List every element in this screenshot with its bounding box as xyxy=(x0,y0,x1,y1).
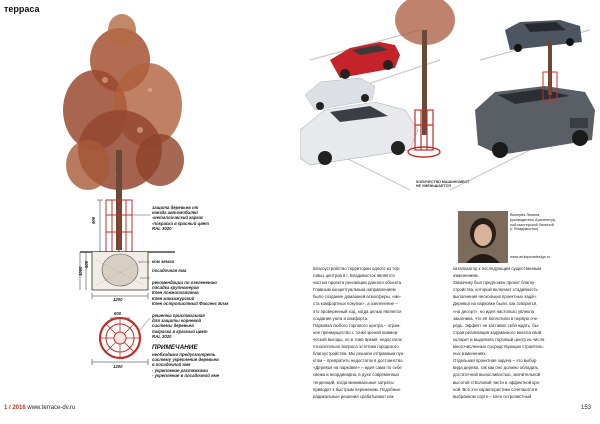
text-line: Деревья на парковке были, как говорится, xyxy=(453,301,538,307)
text-line: благоустройства. Мы решили отправным пун- xyxy=(313,351,405,357)
note-line: систему укрепления деревьев xyxy=(152,357,219,363)
text-line: относительно вопроса эстетики городского xyxy=(313,344,399,350)
author-line: Валерия Ляпина, xyxy=(510,213,541,217)
dim-900: 900 xyxy=(91,216,96,224)
annotation-line: -металлический каркас xyxy=(152,215,204,221)
author-line: ной мастерской Ляпиной xyxy=(510,222,554,227)
author-site[interactable]: www.arhlapinadesign.ru xyxy=(510,255,551,259)
note-line: - укрепление в посадочной яме xyxy=(152,372,220,378)
text-line: радикальные решения срабатывают как xyxy=(313,393,394,399)
author-line: руководитель Архитектур- xyxy=(510,217,557,222)
grating-line: RAL 3020 xyxy=(152,333,172,339)
section-tag: терраса xyxy=(4,4,40,14)
planting-pit xyxy=(92,252,148,290)
text-line: ста комфортных покупок», а озеленение – xyxy=(313,301,398,307)
text-line: ных изменениях. xyxy=(453,351,487,357)
tree-planting-drawing xyxy=(0,0,300,400)
magazine-site[interactable]: www.terrace-dv.ru xyxy=(27,405,76,411)
tree-grating-plan xyxy=(100,318,140,358)
text-line: Главным концептуальным направлением xyxy=(313,287,396,293)
text-line: говых центров в г. Владивосток является xyxy=(313,273,395,279)
recommendation-line: рекомендации по озеленению xyxy=(152,280,217,285)
author-portrait xyxy=(458,211,508,263)
note-line: необходимо предусмотреть xyxy=(152,352,216,357)
dim-600: 600 xyxy=(84,260,89,268)
grating-line: системы деревьев xyxy=(152,323,194,329)
protection-annotation xyxy=(152,205,272,231)
text-line: страя реализация задуманного внесла свой xyxy=(453,329,542,335)
text-line: было создание домашней атмосферы, «ме- xyxy=(313,294,402,300)
text-line: это проверенный ход, когда целью является xyxy=(313,308,402,314)
caption-line: НЕ УМЕНЬШАЕТСЯ xyxy=(416,184,451,189)
text-line: свежа и неординарна, в духе современных xyxy=(313,372,400,378)
text-line: «на десерт», но идея настолько увлекла xyxy=(453,308,535,314)
text-line: вида дерева, так как оно должно обладать xyxy=(453,365,539,371)
root-ball xyxy=(102,254,138,286)
text-line: стройства, который включает стадийность xyxy=(453,287,538,293)
label-soil: ком земли xyxy=(152,259,175,264)
text-line: выполнения нескольких проектных задач. xyxy=(453,294,537,300)
recommendations xyxy=(152,280,282,306)
recommendation-line: посадка крупномеров xyxy=(152,285,199,291)
text-line: Благоустройство территории одного из тор- xyxy=(313,266,401,271)
annotation-line: защита деревьев от xyxy=(152,205,199,210)
note-title: ПРИМЕЧАНИЕ xyxy=(152,344,198,351)
text-line: колорит и выделила торговый центр из числа xyxy=(453,336,545,342)
text-line: изменениям. xyxy=(453,273,479,279)
dim-600-plan: 600 xyxy=(114,311,122,316)
annotation-line: -покраска в красный цвет xyxy=(152,220,210,226)
grating-line: покраска в красный цвет xyxy=(152,328,208,334)
grating-annotation xyxy=(152,313,272,339)
issue-number: 1 / 2016 xyxy=(4,405,26,411)
article-column-1 xyxy=(313,265,448,400)
photo-caption xyxy=(416,180,506,189)
text-line: Парковка любого торгового центра – огром- xyxy=(313,322,401,328)
note-line: - укрепление растяжками xyxy=(152,367,208,373)
protection-cage xyxy=(106,200,132,252)
grating-line: для защиты корневой xyxy=(152,318,202,324)
footer-left xyxy=(4,405,75,411)
text-line: высотой стволовой части и эффектной кро- xyxy=(453,379,541,385)
text-line: выбранном сорте – клен остролистный xyxy=(453,393,532,399)
note-line: в посадочной яме xyxy=(152,362,191,368)
text-line: ной. Все эти характеристики сочетаются в xyxy=(453,386,538,392)
author-line: (г. Владивосток) xyxy=(510,227,539,232)
dim-1200-bottom: 1200 xyxy=(113,364,123,369)
text-line: достаточной выносливостью, значительной xyxy=(453,372,541,378)
text-line: ное преимущество с точки зрения коммер- xyxy=(313,329,399,335)
text-line: приводят к быстрым переменам. Подобные xyxy=(313,386,401,392)
text-line: заказчика, что её воплотили в первую оче- xyxy=(453,315,539,321)
annotation-line: наезда автомобилей xyxy=(152,210,198,216)
text-line: «Деревья на парковке» – идея сама по себе xyxy=(313,365,402,371)
text-line: Отдельная проектная задача – это выбор xyxy=(453,358,537,364)
text-line: ктом – превратить недостаток в достоинство. xyxy=(313,358,404,364)
recommendation-line: Клен остролистный Фассенс Блэк xyxy=(152,300,229,306)
text-line: тенденций, когда минимальные затраты xyxy=(313,379,394,385)
text-line: катализатор к последующим существенным xyxy=(453,266,542,271)
text-line: Заказчику был предложен проект благоу- xyxy=(453,280,536,286)
label-pit: посадочная яма xyxy=(152,268,187,273)
annotation-line: RAL 3020 xyxy=(152,225,172,231)
note-body xyxy=(152,352,287,378)
recommendation-line: Клен маньчжурский xyxy=(152,295,195,301)
grating-line: решетка приствольная xyxy=(152,313,205,318)
tree-crown xyxy=(63,14,184,190)
text-line: ческой выгоды, но в тоже время, недостаток xyxy=(313,336,402,342)
page-number: 153 xyxy=(581,405,592,411)
caption-line: КОЛИЧЕСТВО МАШИНОМЕСТ xyxy=(416,180,470,184)
text-line: многочисленных сосредствующих строитель- xyxy=(453,344,544,350)
article-column-2 xyxy=(453,265,593,400)
parking-illustration xyxy=(300,0,600,205)
recommendation-line: Клен ложноплатанов xyxy=(152,290,199,296)
text-line: создание уюта и комфорта. xyxy=(313,315,369,321)
author-info xyxy=(510,213,595,232)
text-line: редь. Эффект не заставил себя ждать: бы- xyxy=(453,322,540,328)
text-line: частью проекта реновации данного объекта. xyxy=(313,280,403,286)
dim-1200-top: 1200 xyxy=(113,297,123,302)
dim-1000: 1000 xyxy=(78,266,83,276)
